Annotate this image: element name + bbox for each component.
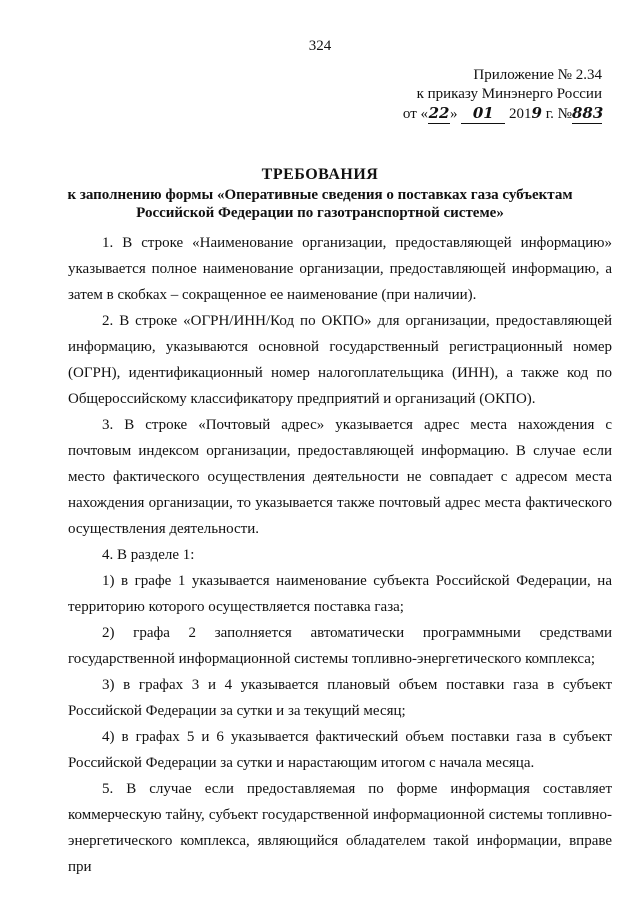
order-number: 883: [572, 104, 604, 122]
date-year-digit: 9: [531, 104, 542, 122]
paragraph-4: 4. В разделе 1:: [102, 547, 195, 563]
document-heading: [40, 166, 600, 222]
appendix-date-line: [362, 104, 602, 124]
heading-title: ТРЕБОВАНИЯ: [261, 166, 379, 183]
paragraph-4-item-1: 1) в графе 1 указывается наименование субъекта Российской Федерации, на территорию которого осуществляется поставка газа;: [68, 573, 612, 615]
appendix-block: [362, 66, 602, 124]
paragraph-3: 3. В строке «Почтовый адрес» указывается адрес места нахождения с почтовым индексом организации, предоставляющей информацию. В случае если место фактического осуществления деятельности не совпадает с адресом места нахождения организации, то указывается также почтовый адрес места фактического осуществления деятельности.: [68, 417, 612, 537]
date-day: 22: [428, 104, 450, 122]
date-day-close: »: [450, 106, 458, 122]
paragraph-2: 2. В строке «ОГРН/ИНН/Код по ОКПО» для организации, предоставляющей информацию, указываются основной государственный регистрационный номер (ОГРН), идентификационный номер налогоплательщика (ИНН), а также код по Общероссийскому классификатору предприятий и организаций (ОКПО).: [68, 313, 612, 407]
date-month: 01: [461, 104, 505, 124]
page-number: 324: [308, 38, 332, 54]
paragraph-4-item-3: 3) в графах 3 и 4 указывается плановый объем поставки газа в субъект Российской Федерации за сутки и за текущий месяц;: [68, 677, 612, 719]
date-year-suffix: г. №: [541, 106, 572, 122]
date-year-prefix: 201: [509, 106, 532, 122]
paragraph-1: 1. В строке «Наименование организации, предоставляющей информацию» указывается полное наименование организации, предоставляющей информацию, а затем в скобках – сокращенное ее наименование (при наличии).: [68, 235, 612, 303]
heading-line-1: к заполнению формы «Оперативные сведения о поставках газа субъектам: [67, 187, 573, 203]
document-body: [68, 230, 612, 880]
heading-line-2: Российской Федерации по газотранспортной системе»: [136, 205, 504, 221]
date-prefix: от «: [402, 106, 429, 122]
appendix-title: Приложение № 2.34: [473, 67, 602, 83]
paragraph-5: 5. В случае если предоставляемая по форме информация составляет коммерческую тайну, субъект государственной информационной системы топливно-энергетического комплекса, являющийся обладателем такой информации, вправе при: [68, 781, 612, 875]
paragraph-4-item-4: 4) в графах 5 и 6 указывается фактический объем поставки газа в субъект Российской Федерации за сутки и нарастающим итогом с начала месяца.: [68, 729, 612, 771]
appendix-order-ref: к приказу Минэнерго России: [416, 86, 602, 102]
paragraph-4-item-2: 2) графа 2 заполняется автоматически программными средствами государственной информационной системы топливно-энергетического комплекса;: [68, 625, 612, 667]
